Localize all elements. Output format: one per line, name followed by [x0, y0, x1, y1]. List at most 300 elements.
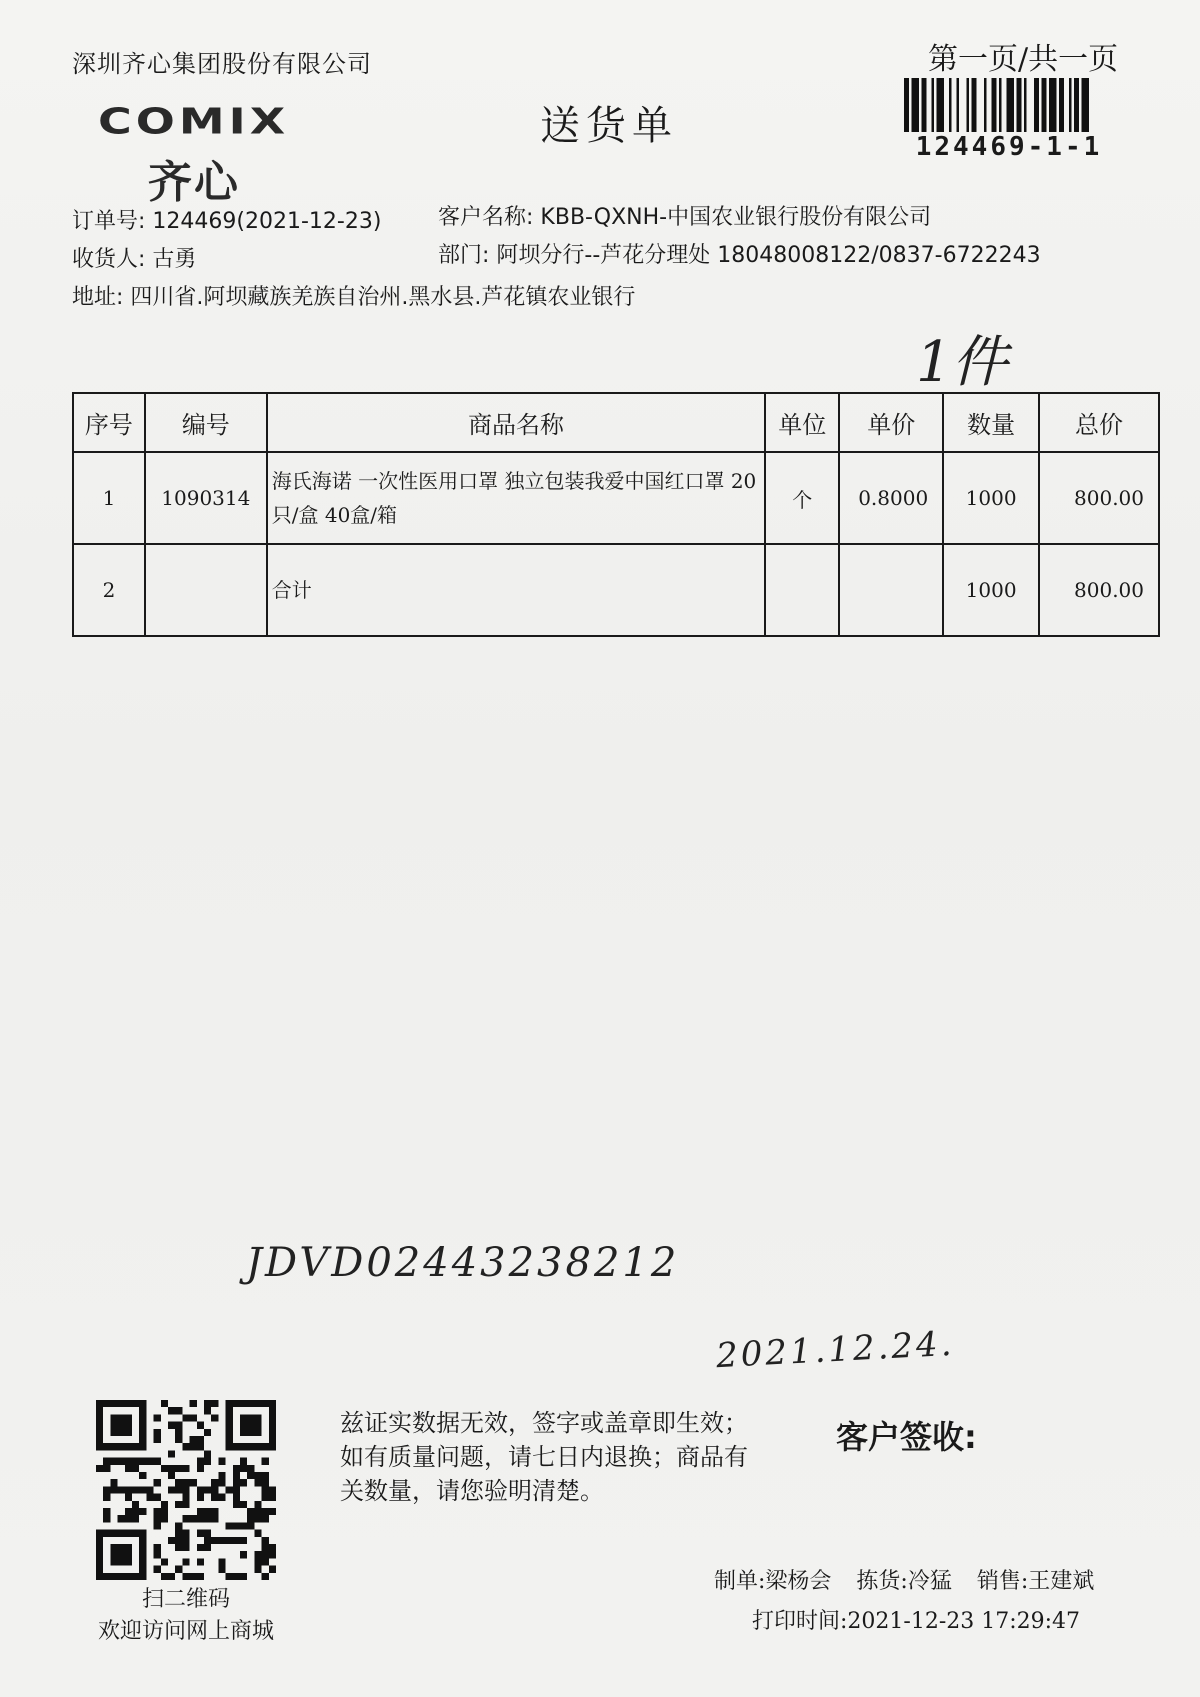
- qr-module: [161, 1573, 168, 1580]
- qr-module: [262, 1551, 269, 1558]
- qr-module: [125, 1544, 132, 1551]
- qr-module: [204, 1429, 211, 1436]
- qr-module: [139, 1436, 146, 1443]
- qr-module: [204, 1407, 211, 1414]
- receiver-field: [72, 242, 196, 273]
- qr-module: [262, 1443, 269, 1450]
- qr-module: [269, 1494, 276, 1501]
- header-unit: 单位: [765, 393, 839, 452]
- qr-module: [96, 1414, 103, 1421]
- qr-module: [110, 1573, 117, 1580]
- barcode-bar: [984, 78, 987, 132]
- qr-module: [96, 1558, 103, 1565]
- qr-module: [226, 1537, 233, 1544]
- qr-module: [254, 1515, 261, 1522]
- qr-module: [226, 1429, 233, 1436]
- header-code: 编号: [145, 393, 267, 452]
- barcode-bar: [999, 78, 1002, 132]
- qr-module: [262, 1486, 269, 1493]
- qr-module: [103, 1486, 110, 1493]
- qr-module: [118, 1544, 125, 1551]
- qr-module: [226, 1443, 233, 1450]
- qr-module: [204, 1458, 211, 1465]
- qr-module: [161, 1501, 168, 1508]
- qr-module: [168, 1537, 175, 1544]
- qr-module: [269, 1508, 276, 1515]
- qr-module: [269, 1486, 276, 1493]
- qr-module: [197, 1486, 204, 1493]
- qr-module: [96, 1544, 103, 1551]
- qr-module: [269, 1414, 276, 1421]
- row-unit: 个: [765, 452, 839, 544]
- qr-module: [197, 1465, 204, 1472]
- qr-module: [110, 1414, 117, 1421]
- qr-module: [118, 1515, 125, 1522]
- qr-module: [139, 1472, 146, 1479]
- qr-module: [262, 1479, 269, 1486]
- qr-module: [197, 1573, 204, 1580]
- qr-module: [139, 1573, 146, 1580]
- qr-module: [139, 1530, 146, 1537]
- qr-module: [103, 1458, 110, 1465]
- logo-cn-text: 齐心: [148, 157, 240, 208]
- qr-module: [240, 1422, 247, 1429]
- qr-module: [168, 1422, 175, 1429]
- qr-module: [233, 1573, 240, 1580]
- qr-module: [226, 1407, 233, 1414]
- qr-module: [197, 1436, 204, 1443]
- qr-module: [182, 1573, 189, 1580]
- qr-module: [96, 1566, 103, 1573]
- qr-module: [269, 1436, 276, 1443]
- row-name: 合计: [267, 544, 766, 636]
- qr-module: [118, 1573, 125, 1580]
- customer-sign-label: 客户签收:: [836, 1418, 977, 1456]
- qr-module: [168, 1486, 175, 1493]
- qr-module: [175, 1422, 182, 1429]
- qr-module: [197, 1544, 204, 1551]
- qr-module: [125, 1515, 132, 1522]
- row-code: [145, 544, 267, 636]
- qr-caption-line1: 扫二维码: [141, 1587, 230, 1612]
- qr-module: [226, 1422, 233, 1429]
- qr-module: [197, 1443, 204, 1450]
- qr-module: [247, 1443, 254, 1450]
- qr-module: [254, 1508, 261, 1515]
- qr-module: [139, 1407, 146, 1414]
- qr-module: [204, 1400, 211, 1407]
- qr-module: [161, 1465, 168, 1472]
- qr-module: [182, 1537, 189, 1544]
- row-code: 1090314: [145, 452, 267, 544]
- qr-module: [240, 1501, 247, 1508]
- qr-module: [175, 1436, 182, 1443]
- barcode-bar: [1059, 78, 1064, 132]
- qr-module: [254, 1400, 261, 1407]
- row-seq: 1: [73, 452, 145, 544]
- qr-module: [132, 1458, 139, 1465]
- qr-module: [110, 1422, 117, 1429]
- qr-module: [262, 1544, 269, 1551]
- handwritten-tracking-number: JDVD02443238212: [246, 1240, 680, 1286]
- barcode-bar: [1034, 78, 1039, 132]
- qr-module: [226, 1400, 233, 1407]
- qr-module: [125, 1551, 132, 1558]
- qr-module: [96, 1443, 103, 1450]
- qr-module: [182, 1479, 189, 1486]
- qr-module: [110, 1551, 117, 1558]
- barcode-bar: [1074, 78, 1079, 132]
- barcode-bar: [1069, 78, 1072, 132]
- header-price: 单价: [839, 393, 943, 452]
- qr-module: [175, 1566, 182, 1573]
- qr-module: [118, 1429, 125, 1436]
- qr-module: [139, 1443, 146, 1450]
- qr-module: [110, 1479, 117, 1486]
- sales-text: 销售:王建斌: [976, 1569, 1095, 1594]
- qr-module: [96, 1436, 103, 1443]
- row-price: 0.8000: [839, 452, 943, 544]
- qr-module: [139, 1486, 146, 1493]
- qr-module: [96, 1422, 103, 1429]
- qr-module: [247, 1515, 254, 1522]
- qr-module: [175, 1465, 182, 1472]
- qr-module: [182, 1486, 189, 1493]
- qr-module: [269, 1551, 276, 1558]
- qr-module: [125, 1422, 132, 1429]
- qr-module: [96, 1407, 103, 1414]
- qr-module: [103, 1443, 110, 1450]
- qr-module: [262, 1458, 269, 1465]
- qr-module: [211, 1486, 218, 1493]
- qr-module: [118, 1558, 125, 1565]
- qr-module: [182, 1494, 189, 1501]
- handwritten-date: 2021.12.24.: [715, 1323, 956, 1377]
- qr-module: [262, 1573, 269, 1580]
- qr-module: [269, 1422, 276, 1429]
- row-qty: 1000: [943, 544, 1039, 636]
- qr-module: [139, 1537, 146, 1544]
- row-seq: 2: [73, 544, 145, 636]
- qr-module: [96, 1537, 103, 1544]
- qr-module: [139, 1414, 146, 1421]
- qr-module: [118, 1414, 125, 1421]
- qr-module: [139, 1458, 146, 1465]
- qr-module: [182, 1544, 189, 1551]
- qr-module: [226, 1522, 233, 1529]
- qr-module: [211, 1494, 218, 1501]
- qr-module: [125, 1414, 132, 1421]
- barcode-bar: [1082, 78, 1090, 132]
- qr-module: [139, 1566, 146, 1573]
- picker-text: 拣货:冷猛: [856, 1569, 952, 1594]
- qr-module: [118, 1530, 125, 1537]
- qr-module: [262, 1537, 269, 1544]
- barcode-bar: [949, 78, 952, 132]
- qr-module: [233, 1537, 240, 1544]
- barcode-number: 124469-1-1: [915, 132, 1103, 162]
- qr-module: [254, 1566, 261, 1573]
- header-name: 商品名称: [267, 393, 766, 452]
- qr-module: [218, 1479, 225, 1486]
- qr-module: [154, 1551, 161, 1558]
- qr-module: [211, 1400, 218, 1407]
- qr-module: [269, 1443, 276, 1450]
- qr-module: [110, 1558, 117, 1565]
- row-qty: 1000: [943, 452, 1039, 544]
- row-total: 800.00: [1039, 544, 1159, 636]
- qr-module: [125, 1443, 132, 1450]
- qr-module: [197, 1458, 204, 1465]
- qr-module: [139, 1508, 146, 1515]
- qr-module: [240, 1429, 247, 1436]
- qr-module: [175, 1479, 182, 1486]
- qr-module: [96, 1551, 103, 1558]
- qr-module: [226, 1414, 233, 1421]
- qr-module: [233, 1472, 240, 1479]
- qr-module: [254, 1422, 261, 1429]
- barcode-bar: [992, 78, 997, 132]
- qr-module: [204, 1515, 211, 1522]
- qr-code: [96, 1400, 276, 1580]
- qr-module: [226, 1573, 233, 1580]
- qr-module: [182, 1558, 189, 1565]
- qr-module: [175, 1486, 182, 1493]
- qr-module: [269, 1400, 276, 1407]
- qr-module: [146, 1486, 153, 1493]
- barcode-bar: [904, 78, 909, 132]
- qr-module: [211, 1515, 218, 1522]
- qr-module: [103, 1494, 110, 1501]
- qr-module: [132, 1465, 139, 1472]
- qr-module: [132, 1501, 139, 1508]
- receiver-value: 古勇: [152, 247, 197, 272]
- qr-module: [182, 1465, 189, 1472]
- qr-module: [190, 1479, 197, 1486]
- qr-module: [103, 1465, 110, 1472]
- qr-module: [132, 1515, 139, 1522]
- department-label: 部门:: [438, 243, 490, 268]
- qr-module: [168, 1407, 175, 1414]
- qr-module: [132, 1400, 139, 1407]
- qr-module: [190, 1443, 197, 1450]
- qr-module: [132, 1530, 139, 1537]
- qr-module: [168, 1450, 175, 1457]
- qr-module: [233, 1479, 240, 1486]
- qr-module: [161, 1515, 168, 1522]
- qr-module: [254, 1558, 261, 1565]
- qr-module: [110, 1530, 117, 1537]
- qr-module: [218, 1472, 225, 1479]
- qr-module: [154, 1414, 161, 1421]
- qr-module: [233, 1465, 240, 1472]
- qr-module: [204, 1537, 211, 1544]
- qr-module: [125, 1573, 132, 1580]
- barcode-bar: [1024, 78, 1027, 132]
- qr-module: [247, 1465, 254, 1472]
- qr-module: [118, 1400, 125, 1407]
- barcode-bar: [1049, 78, 1057, 132]
- table-header-row: [73, 393, 1159, 452]
- qr-module: [204, 1530, 211, 1537]
- qr-module: [262, 1494, 269, 1501]
- order-number-field: [72, 204, 381, 235]
- qr-module: [247, 1422, 254, 1429]
- qr-module: [125, 1429, 132, 1436]
- qr-module: [154, 1429, 161, 1436]
- qr-module: [218, 1566, 225, 1573]
- qr-module: [96, 1573, 103, 1580]
- qr-module: [233, 1522, 240, 1529]
- qr-module: [175, 1522, 182, 1529]
- qr-module: [125, 1465, 132, 1472]
- print-time: 打印时间:2021-12-23 17:29:47: [752, 1609, 1081, 1634]
- qr-module: [154, 1458, 161, 1465]
- header-total: 总价: [1039, 393, 1159, 452]
- qr-module: [118, 1443, 125, 1450]
- qr-module: [190, 1573, 197, 1580]
- qr-module: [226, 1436, 233, 1443]
- qr-module: [125, 1558, 132, 1565]
- qr-module: [132, 1573, 139, 1580]
- qr-module: [240, 1465, 247, 1472]
- barcode-bar: [957, 78, 960, 132]
- qr-module: [254, 1530, 261, 1537]
- qr-module: [154, 1566, 161, 1573]
- page-indicator: 第一页/共一页: [928, 42, 1119, 77]
- barcode-bar: [967, 78, 970, 132]
- qr-module: [254, 1414, 261, 1421]
- qr-module: [139, 1551, 146, 1558]
- qr-module: [204, 1508, 211, 1515]
- qr-module: [240, 1400, 247, 1407]
- qr-module: [118, 1551, 125, 1558]
- qr-module: [182, 1414, 189, 1421]
- qr-module: [110, 1400, 117, 1407]
- row-price: [839, 544, 943, 636]
- qr-module: [168, 1472, 175, 1479]
- qr-module: [262, 1558, 269, 1565]
- qr-module: [240, 1414, 247, 1421]
- qr-module: [247, 1522, 254, 1529]
- qr-module: [110, 1458, 117, 1465]
- qr-module: [211, 1508, 218, 1515]
- qr-module: [197, 1508, 204, 1515]
- qr-module: [254, 1551, 261, 1558]
- barcode-bar: [1007, 78, 1015, 132]
- barcode-bar: [972, 78, 977, 132]
- barcode-bar: [912, 78, 920, 132]
- qr-module: [226, 1486, 233, 1493]
- qr-module: [204, 1486, 211, 1493]
- qr-module: [125, 1486, 132, 1493]
- notice-text: 兹证实数据无效，签字或盖章即生效；如有质量问题，请七日内退换；商品有关数量，请您验明清楚。: [340, 1409, 748, 1506]
- qr-module: [132, 1486, 139, 1493]
- qr-module: [154, 1544, 161, 1551]
- items-table: [72, 392, 1160, 637]
- qr-module: [103, 1515, 110, 1522]
- qr-module: [190, 1515, 197, 1522]
- barcode-bar: [937, 78, 945, 132]
- barcode: [904, 78, 1114, 132]
- qr-module: [182, 1443, 189, 1450]
- qr-module: [125, 1494, 132, 1501]
- qr-module: [103, 1573, 110, 1580]
- qr-module: [125, 1530, 132, 1537]
- qr-module: [254, 1479, 261, 1486]
- customer-value: KBB-QXNH-中国农业银行股份有限公司: [540, 205, 932, 230]
- receiver-label: 收货人:: [72, 247, 146, 272]
- customer-label: 客户名称:: [438, 205, 534, 230]
- table-row: [73, 452, 1159, 544]
- qr-module: [132, 1508, 139, 1515]
- qr-module: [139, 1558, 146, 1565]
- qr-module: [175, 1429, 182, 1436]
- department-value: 阿坝分行--芦花分理处 18048008122/0837-6722243: [496, 243, 1041, 268]
- qr-module: [240, 1458, 247, 1465]
- row-name: 海氏海诺 一次性医用口罩 独立包装我爱中国红口罩 20只/盒 40盒/箱: [267, 452, 766, 544]
- logo: [98, 100, 289, 142]
- qr-module: [103, 1530, 110, 1537]
- qr-module: [103, 1508, 110, 1515]
- qr-module: [190, 1436, 197, 1443]
- department-field: [438, 238, 1041, 269]
- qr-module: [182, 1515, 189, 1522]
- qr-module: [118, 1458, 125, 1465]
- barcode-bar: [932, 78, 935, 132]
- barcode-bar: [1042, 78, 1047, 132]
- qr-module: [262, 1472, 269, 1479]
- qr-module: [146, 1458, 153, 1465]
- qr-module: [218, 1558, 225, 1565]
- qr-module: [211, 1479, 218, 1486]
- qr-module: [190, 1400, 197, 1407]
- document-title: 送货单: [540, 103, 678, 149]
- qr-module: [240, 1537, 247, 1544]
- qr-module: [218, 1537, 225, 1544]
- qr-module: [110, 1486, 117, 1493]
- qr-module: [204, 1544, 211, 1551]
- qr-module: [240, 1551, 247, 1558]
- qr-module: [233, 1494, 240, 1501]
- qr-module: [269, 1544, 276, 1551]
- qr-module: [240, 1479, 247, 1486]
- handwritten-count: 1件: [916, 330, 1008, 395]
- qr-module: [175, 1407, 182, 1414]
- qr-module: [182, 1530, 189, 1537]
- qr-module: [139, 1400, 146, 1407]
- qr-module: [269, 1429, 276, 1436]
- qr-module: [175, 1544, 182, 1551]
- qr-module: [211, 1537, 218, 1544]
- logo-latin-text: COMIX: [98, 100, 290, 143]
- table-row-total: [73, 544, 1159, 636]
- qr-module: [247, 1400, 254, 1407]
- qr-module: [103, 1400, 110, 1407]
- qr-module: [96, 1400, 103, 1407]
- qr-module: [233, 1501, 240, 1508]
- qr-module: [240, 1443, 247, 1450]
- qr-module: [254, 1501, 261, 1508]
- qr-module: [161, 1558, 168, 1565]
- qr-module: [197, 1494, 204, 1501]
- qr-caption-line2: 欢迎访问网上商城: [97, 1618, 274, 1644]
- qr-module: [161, 1508, 168, 1515]
- qr-module: [233, 1400, 240, 1407]
- qr-module: [240, 1522, 247, 1529]
- qr-module: [218, 1494, 225, 1501]
- qr-module: [197, 1515, 204, 1522]
